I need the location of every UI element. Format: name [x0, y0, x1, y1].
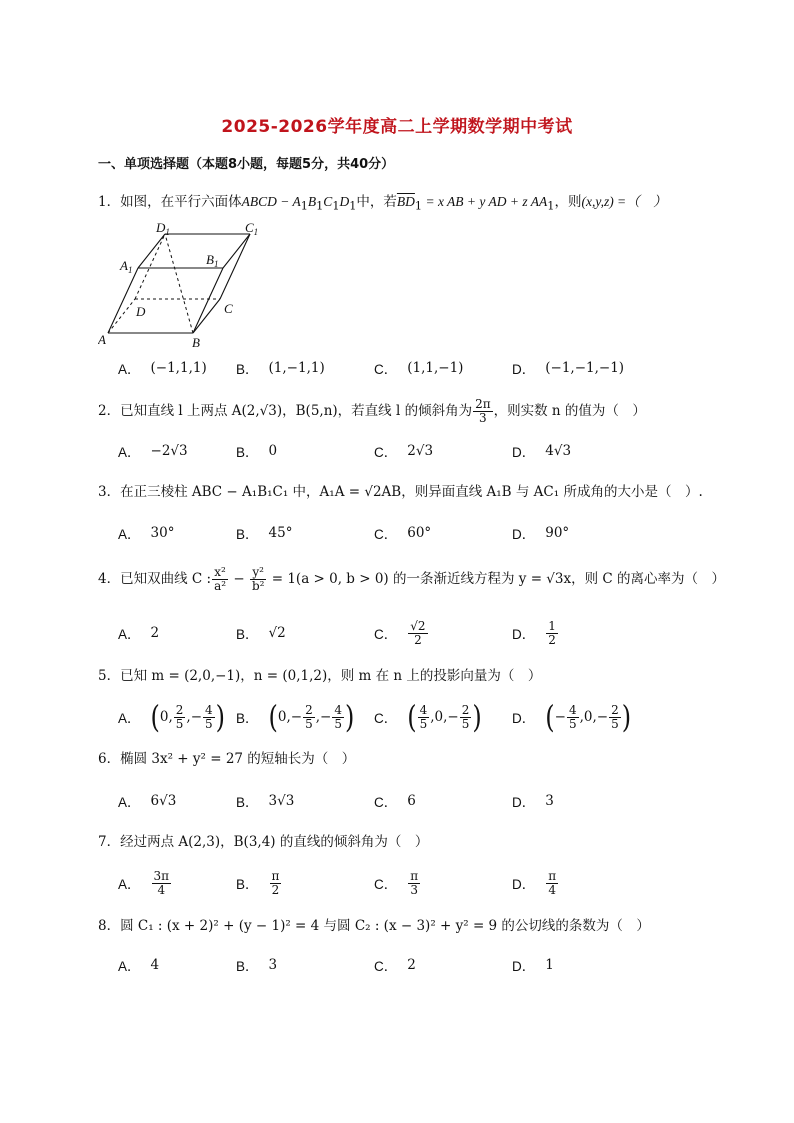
- numerator: 2: [611, 702, 619, 717]
- option-value: 45°: [268, 525, 293, 541]
- option-value: 60°: [407, 525, 432, 541]
- fraction: [270, 870, 282, 897]
- option-d[interactable]: [512, 616, 559, 650]
- option-label: D．: [512, 959, 536, 974]
- option-b[interactable]: [236, 616, 286, 650]
- right-paren: ): [621, 698, 632, 736]
- right-paren: ): [215, 698, 226, 736]
- numerator: π: [410, 868, 419, 883]
- option-value: 2: [150, 625, 160, 641]
- option-label: B．: [236, 527, 259, 542]
- numerator: 2π: [475, 397, 491, 411]
- option-value: (1,1,−1): [407, 360, 464, 376]
- left-paren: (: [545, 698, 555, 736]
- option-b[interactable]: [236, 700, 354, 734]
- fraction: [212, 566, 228, 593]
- numerator: √2: [410, 618, 426, 633]
- fraction: [460, 704, 472, 731]
- option-value: 2: [407, 957, 416, 973]
- fraction: [152, 870, 172, 897]
- option-label: B．: [236, 959, 259, 974]
- fraction: [303, 704, 315, 731]
- question-number: 4．: [98, 571, 121, 587]
- option-value: 0,−: [277, 709, 303, 725]
- option-value: ,−: [186, 709, 203, 725]
- question-text: 圆 C₁ : (x + 2)² + (y − 1)² = 4 与圆 C₂ : (x − 3)² + y² = 9 的公切线的条数为（ ）: [120, 918, 650, 934]
- option-value: 1: [545, 957, 554, 973]
- subscript: 1: [316, 199, 324, 213]
- fraction: [546, 620, 558, 647]
- question-text: ，则: [554, 194, 582, 210]
- option-a[interactable]: [118, 866, 172, 900]
- question-number: 2．: [98, 403, 121, 419]
- numerator: 4: [205, 702, 213, 717]
- option-d[interactable]: [512, 784, 554, 818]
- option-label: D．: [512, 362, 536, 377]
- option-a[interactable]: [118, 434, 188, 468]
- question-number: 8．: [98, 918, 121, 934]
- question-text: ，则实数 n 的值为（ ）: [493, 403, 646, 419]
- option-c[interactable]: [374, 434, 433, 468]
- denominator: 5: [461, 716, 470, 731]
- numerator: 2: [461, 702, 470, 717]
- option-value: 3√3: [268, 793, 295, 809]
- numerator: 4: [568, 702, 577, 717]
- question-number: 6．: [98, 751, 121, 767]
- option-label: B．: [236, 362, 259, 377]
- denominator: 5: [175, 716, 184, 731]
- fraction: [332, 704, 344, 731]
- option-value: 90°: [545, 525, 570, 541]
- option-value: 3: [545, 793, 554, 809]
- math-expr: B: [307, 194, 317, 209]
- numerator: 2: [175, 702, 184, 717]
- option-label: A．: [118, 795, 141, 810]
- option-label: D．: [512, 711, 536, 726]
- question-5-options: [118, 700, 678, 734]
- question-8-stem: [98, 916, 650, 936]
- denominator: 2: [414, 632, 422, 647]
- option-b[interactable]: [236, 516, 292, 550]
- subscript: 1: [414, 199, 423, 213]
- question-3-options: [118, 516, 678, 550]
- option-d[interactable]: [512, 948, 554, 982]
- question-4-options: [118, 616, 678, 650]
- option-a[interactable]: [118, 351, 207, 385]
- option-b[interactable]: [236, 948, 277, 982]
- option-c[interactable]: [374, 866, 421, 900]
- question-4-stem: [98, 566, 725, 593]
- math-expr: ABCD − A: [241, 194, 301, 209]
- option-label: C．: [374, 445, 398, 460]
- question-1-options: [118, 351, 678, 385]
- option-label: A．: [118, 711, 141, 726]
- fraction: [546, 870, 558, 897]
- option-label: B．: [236, 627, 259, 642]
- numerator: π: [271, 868, 280, 883]
- option-c[interactable]: [374, 700, 482, 734]
- option-value: ,0,−: [430, 709, 459, 725]
- question-text: 已知 m = (2,0,−1)，n = (0,1,2)，则 m 在 n 上的投影向量为（ ）: [120, 668, 542, 684]
- label-a1: $A_1$: [120, 258, 133, 275]
- option-label: D．: [512, 795, 536, 810]
- fraction: [203, 704, 215, 731]
- option-label: C．: [374, 795, 398, 810]
- option-b[interactable]: [236, 784, 294, 818]
- question-6-options: [118, 784, 678, 818]
- option-value: 6: [407, 793, 416, 809]
- option-b[interactable]: [236, 866, 282, 900]
- option-value: ,−: [315, 709, 332, 725]
- exam-title: 2025-2026学年度高二上学期数学期中考试: [221, 117, 573, 137]
- option-label: D．: [512, 627, 536, 642]
- question-number: 7．: [98, 834, 121, 850]
- vector-bd1: $\overline{BD}$: [396, 194, 415, 209]
- option-a[interactable]: [118, 784, 176, 818]
- math-expr: C: [323, 194, 333, 209]
- question-number: 3．: [98, 484, 121, 500]
- fraction: [250, 566, 267, 593]
- option-label: C．: [374, 877, 398, 892]
- option-value: −2√3: [150, 443, 188, 459]
- question-text: 如图，在平行六面体: [120, 194, 242, 210]
- denominator: 5: [419, 716, 428, 731]
- option-d[interactable]: [512, 700, 631, 734]
- option-value: 2√3: [407, 443, 434, 459]
- option-d[interactable]: [512, 516, 569, 550]
- question-7-options: [118, 866, 678, 900]
- subscript: 1: [349, 199, 357, 213]
- fraction: [473, 398, 493, 425]
- section-heading: 一、单项选择题（本题8小题，每题5分，共40分）: [98, 157, 395, 172]
- math-expr: D: [339, 194, 350, 209]
- option-label: C．: [374, 711, 398, 726]
- option-d[interactable]: [512, 434, 571, 468]
- option-label: C．: [374, 527, 398, 542]
- option-value: (−1,−1,−1): [545, 360, 625, 376]
- label-a: A: [98, 332, 106, 347]
- option-label: A．: [118, 877, 141, 892]
- label-b1: $B_1$: [206, 252, 219, 269]
- numerator: 4: [334, 702, 342, 717]
- question-text: 椭圆 3x² + y² = 27 的短轴长为（ ）: [120, 751, 356, 767]
- option-label: D．: [512, 445, 536, 460]
- right-paren: ): [344, 698, 355, 736]
- minus-sign: −: [229, 571, 249, 587]
- question-number: 5．: [98, 668, 121, 684]
- denominator: 3: [479, 411, 487, 425]
- option-value: (1,−1,1): [268, 360, 325, 376]
- option-a[interactable]: [118, 700, 225, 734]
- question-text: 在正三棱柱 ABC − A₁B₁C₁ 中，A₁A = √2AB，则异面直线 A₁B 与 AC₁ 所成角的大小是（ ）.: [120, 484, 703, 500]
- numerator: 2: [305, 702, 313, 717]
- option-c[interactable]: [374, 616, 429, 650]
- question-1-stem: [98, 192, 667, 217]
- option-label: A．: [118, 527, 141, 542]
- option-label: A．: [118, 362, 141, 377]
- option-value: 4√3: [545, 443, 572, 459]
- vector-sum: = x AB + y AD + z AA: [422, 194, 548, 209]
- question-2-options: [118, 434, 678, 468]
- denominator: 4: [548, 882, 557, 897]
- fraction: [567, 704, 579, 731]
- label-d: D: [136, 304, 146, 319]
- option-label: B．: [236, 711, 259, 726]
- denominator: b²: [251, 579, 265, 593]
- option-value: 0,: [159, 709, 173, 725]
- numerator: x²: [214, 565, 226, 579]
- numerator: π: [548, 868, 557, 883]
- right-paren: ): [472, 698, 482, 736]
- option-c[interactable]: [374, 516, 431, 550]
- label-b: B: [192, 335, 200, 350]
- denominator: 2: [548, 632, 556, 647]
- label-d1: $D_1$: [156, 220, 170, 237]
- left-paren: (: [150, 698, 160, 736]
- parallelepiped-figure: [98, 220, 278, 350]
- label-c: C: [224, 301, 233, 316]
- math-expr: (x,y,z) =（ ）: [581, 194, 667, 209]
- left-paren: (: [268, 698, 278, 736]
- option-b[interactable]: [236, 351, 325, 385]
- option-value: 4: [150, 957, 160, 973]
- fraction: [408, 870, 420, 897]
- numerator: 3π: [153, 868, 170, 883]
- option-label: C．: [374, 362, 398, 377]
- question-number: 1．: [98, 194, 121, 210]
- option-value: −: [554, 709, 566, 725]
- option-c[interactable]: [374, 351, 463, 385]
- question-3-stem: [98, 482, 703, 502]
- option-label: B．: [236, 877, 259, 892]
- option-label: A．: [118, 627, 141, 642]
- option-value: 0: [268, 443, 278, 459]
- denominator: 5: [568, 716, 577, 731]
- option-label: A．: [118, 445, 141, 460]
- question-text: 经过两点 A(2,3)，B(3,4) 的直线的倾斜角为（ ）: [120, 834, 429, 850]
- subscript: 1: [300, 199, 308, 213]
- question-2-stem: [98, 398, 646, 425]
- denominator: 5: [334, 716, 342, 731]
- option-label: B．: [236, 795, 259, 810]
- denominator: a²: [214, 579, 227, 593]
- numerator: y²: [252, 565, 264, 579]
- label-c1: $C_1$: [245, 220, 259, 237]
- subscript: 1: [547, 199, 555, 213]
- fraction: [418, 704, 430, 731]
- option-label: A．: [118, 959, 141, 974]
- question-text: 中，若: [356, 194, 397, 210]
- option-label: D．: [512, 527, 536, 542]
- question-8-options: [118, 948, 678, 982]
- fraction: [408, 620, 427, 647]
- question-text: = 1(a > 0, b > 0) 的一条渐近线方程为 y = √3x，则 C 的离心率为（ ）: [267, 571, 726, 587]
- option-value: 6√3: [150, 793, 177, 809]
- option-d[interactable]: [512, 866, 559, 900]
- left-paren: (: [407, 698, 417, 736]
- question-5-stem: [98, 666, 541, 686]
- option-a[interactable]: [118, 616, 159, 650]
- option-value: √2: [268, 625, 286, 641]
- question-text: 已知直线 l 上两点 A(2,√3)，B(5,n)，若直线 l 的倾斜角为: [120, 403, 473, 419]
- question-text: 已知双曲线 C :: [120, 571, 212, 587]
- denominator: 4: [157, 882, 166, 897]
- numerator: 1: [548, 618, 556, 633]
- question-6-stem: [98, 749, 355, 769]
- option-label: C．: [374, 627, 398, 642]
- option-value: (−1,1,1): [150, 360, 207, 376]
- option-label: D．: [512, 877, 536, 892]
- option-c[interactable]: [374, 948, 416, 982]
- denominator: 5: [611, 716, 619, 731]
- denominator: 2: [271, 882, 280, 897]
- subscript: 1: [332, 199, 340, 213]
- question-7-stem: [98, 832, 428, 852]
- denominator: 5: [305, 716, 313, 731]
- option-value: ,0,−: [579, 709, 609, 725]
- option-d[interactable]: [512, 351, 624, 385]
- option-label: B．: [236, 445, 259, 460]
- option-label: C．: [374, 959, 398, 974]
- option-b[interactable]: [236, 434, 277, 468]
- option-value: 3: [268, 957, 278, 973]
- option-a[interactable]: [118, 516, 174, 550]
- option-value: 30°: [150, 525, 175, 541]
- numerator: 4: [419, 702, 428, 717]
- denominator: 5: [205, 716, 213, 731]
- denominator: 3: [410, 882, 419, 897]
- fraction: [609, 704, 621, 731]
- option-a[interactable]: [118, 948, 159, 982]
- option-c[interactable]: [374, 784, 416, 818]
- fraction: [174, 704, 186, 731]
